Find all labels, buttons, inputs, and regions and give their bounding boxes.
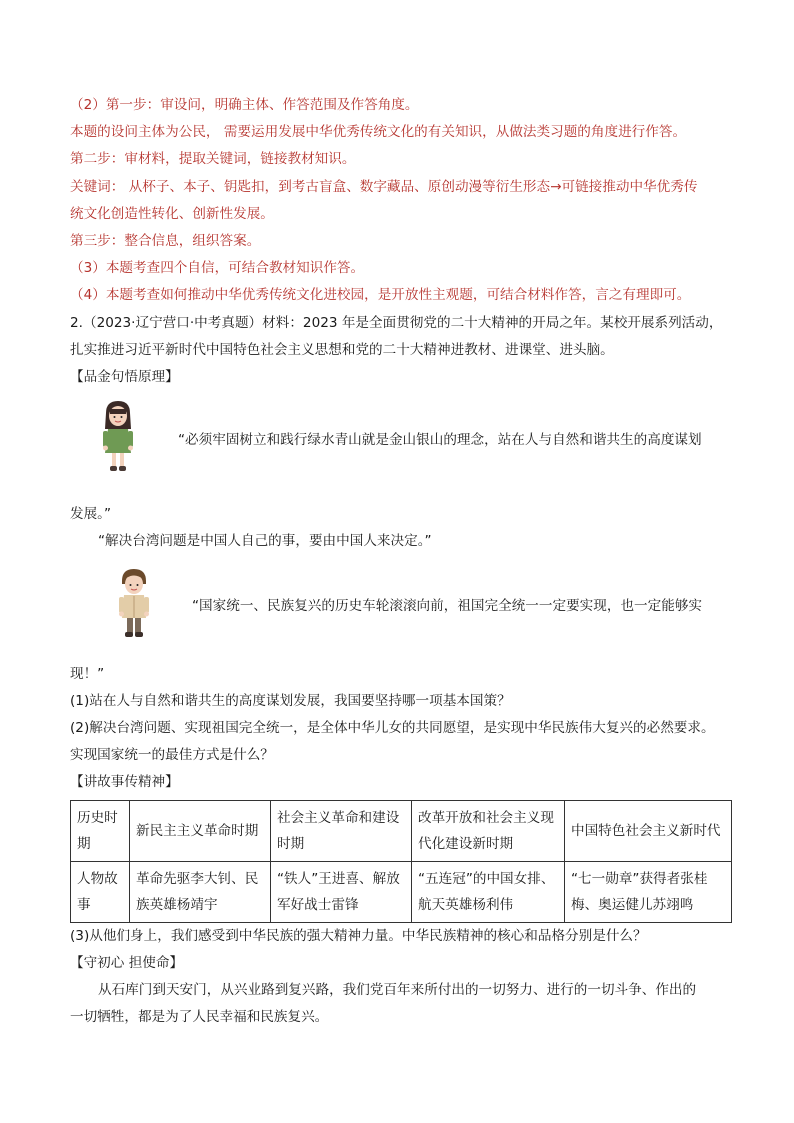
- table-cell: 革命先驱李大钊、民族英雄杨靖宇: [130, 861, 271, 922]
- answer-part3: （3）本题考查四个自信，可结合教材知识作答。: [70, 260, 365, 277]
- table-cell: 改革开放和社会主义现代化建设新时期: [412, 800, 565, 861]
- section-title-mission: 【守初心 担使命】: [70, 954, 184, 971]
- answer-keywords-line2: 统文化创造性转化、创新性发展。: [70, 205, 274, 222]
- answer-step2-head: 第二步：审材料，提取关键词，链接教材知识。: [70, 151, 356, 168]
- quote2: “解决台湾问题是中国人自己的事，要由中国人来决定。”: [98, 533, 432, 550]
- girl-illustration-icon: [98, 399, 138, 475]
- table-cell: 中国特色社会主义新时代: [565, 800, 732, 861]
- history-table: [70, 800, 732, 923]
- table-cell: “五连冠”的中国女排、航天英雄杨利伟: [412, 861, 565, 922]
- table-cell: “铁人”王进喜、解放军好战士雷锋: [271, 861, 412, 922]
- quote3-line2: 现！”: [70, 665, 105, 682]
- quote3-row: [70, 556, 732, 661]
- quote1-line2: 发展。”: [70, 506, 112, 523]
- document-page: [70, 92, 732, 1031]
- answer-keywords-line1: 关键词： 从杯子、本子、钥匙扣，到考古盲盒、数字藏品、原创动漫等衍生形态→可链接推动中华优秀传: [70, 178, 698, 195]
- answer-step3-head: 第三步：整合信息，组织答案。: [70, 233, 261, 250]
- section-title-stories: 【讲故事传精神】: [70, 774, 179, 791]
- answer-step1-head: （2）第一步：审设问，明确主体、作答范围及作答角度。: [70, 97, 419, 113]
- table-cell: 人物故事: [71, 861, 130, 922]
- table-cell: 新民主主义革命时期: [130, 800, 271, 861]
- section-title-quotes: 【品金句悟原理】: [70, 369, 179, 386]
- question-2-line1: (2)解决台湾问题、实现祖国完全统一，是全体中华儿女的共同愿望，是实现中华民族伟大复兴的必然要求。: [70, 720, 715, 737]
- question2-intro-line2: 扎实推进习近平新时代中国特色社会主义思想和党的二十大精神进教材、进课堂、进头脑。: [70, 341, 614, 358]
- quote1-line1: “必须牢固树立和践行绿水青山就是金山银山的理念，站在人与自然和谐共生的高度谋划: [178, 432, 702, 449]
- table-cell: “七一勋章”获得者张桂梅、奥运健儿苏翊鸣: [565, 861, 732, 922]
- question2-intro-line1: 2.（2023·辽宁营口·中考真题）材料：2023 年是全面贯彻党的二十大精神的开局之年。某校开展系列活动，: [70, 314, 723, 331]
- boy-illustration-icon: [116, 568, 152, 640]
- question-1: (1)站在人与自然和谐共生的高度谋划发展，我国要坚持哪一项基本国策？: [70, 692, 511, 709]
- question-3: (3)从他们身上，我们感受到中华民族的强大精神力量。中华民族精神的核心和品格分别是什么？: [70, 927, 647, 944]
- mission-paragraph-line2: 一切牺牲，都是为了人民幸福和民族复兴。: [70, 1009, 329, 1026]
- table-cell: 历史时期: [71, 800, 130, 861]
- table-row: [71, 861, 732, 922]
- answer-part4: （4）本题考查如何推动中华优秀传统文化进校园，是开放性主观题，可结合材料作答，言之有理即可。: [70, 287, 691, 304]
- answer-step1-body: 本题的设问主体为公民， 需要运用发展中华优秀传统文化的有关知识，从做法类习题的角度进行作答。: [70, 124, 687, 141]
- quote1-row: [70, 391, 732, 501]
- question-2-line2: 实现国家统一的最佳方式是什么？: [70, 747, 274, 764]
- quote3-line1: “国家统一、民族复兴的历史车轮滚滚向前，祖国完全统一一定要实现，也一定能够实: [192, 597, 703, 614]
- table-cell: 社会主义革命和建设时期: [271, 800, 412, 861]
- mission-paragraph-line1: 从石库门到天安门，从兴业路到复兴路，我们党百年来所付出的一切努力、进行的一切斗争、作出的: [98, 982, 697, 999]
- table-row: [71, 800, 732, 861]
